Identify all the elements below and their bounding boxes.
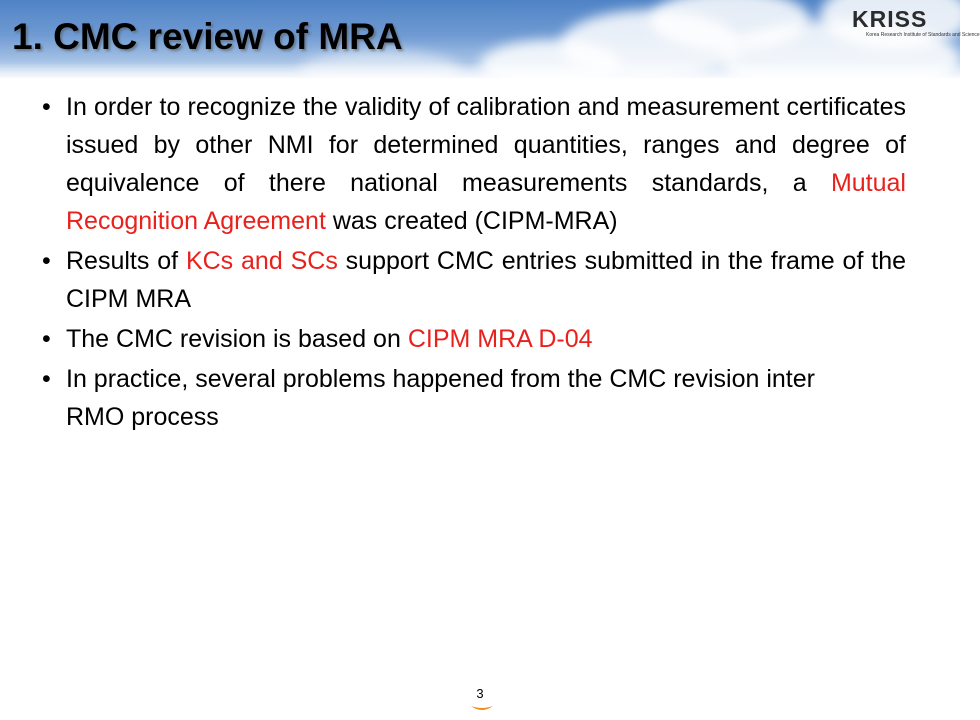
- bullet-item: • The CMC revision is based on CIPM MRA D-04: [40, 320, 906, 358]
- bullet-item: • In order to recognize the validity of calibration and measurement certificates issued by other NMI for determined quantities, ranges and degree of equivalence of there national measurements standards, a Mutual Recognition Agreement was created (CIPM-MRA): [40, 88, 906, 240]
- bullet-dot-icon: •: [42, 365, 51, 393]
- slide-content: [40, 88, 906, 438]
- bullet-list: [40, 88, 906, 436]
- footer-swoosh-icon: [470, 703, 494, 713]
- kriss-logo-subtitle: Korea Research Institute of Standards and Science: [866, 32, 980, 38]
- bullet-item: • In practice, several problems happened from the CMC revision inter RMO process: [40, 360, 906, 436]
- kriss-logo-text: KRISS: [852, 6, 928, 32]
- kriss-logo: [852, 6, 980, 40]
- bullet-item: • Results of KCs and SCs support CMC entries submitted in the frame of the CIPM MRA: [40, 242, 906, 318]
- bullet-dot-icon: •: [42, 247, 51, 275]
- page-number: 3: [476, 686, 484, 701]
- slide-title: 1. CMC review of MRA: [12, 16, 403, 57]
- bullet-dot-icon: •: [42, 93, 51, 121]
- bullet-dot-icon: •: [42, 325, 51, 353]
